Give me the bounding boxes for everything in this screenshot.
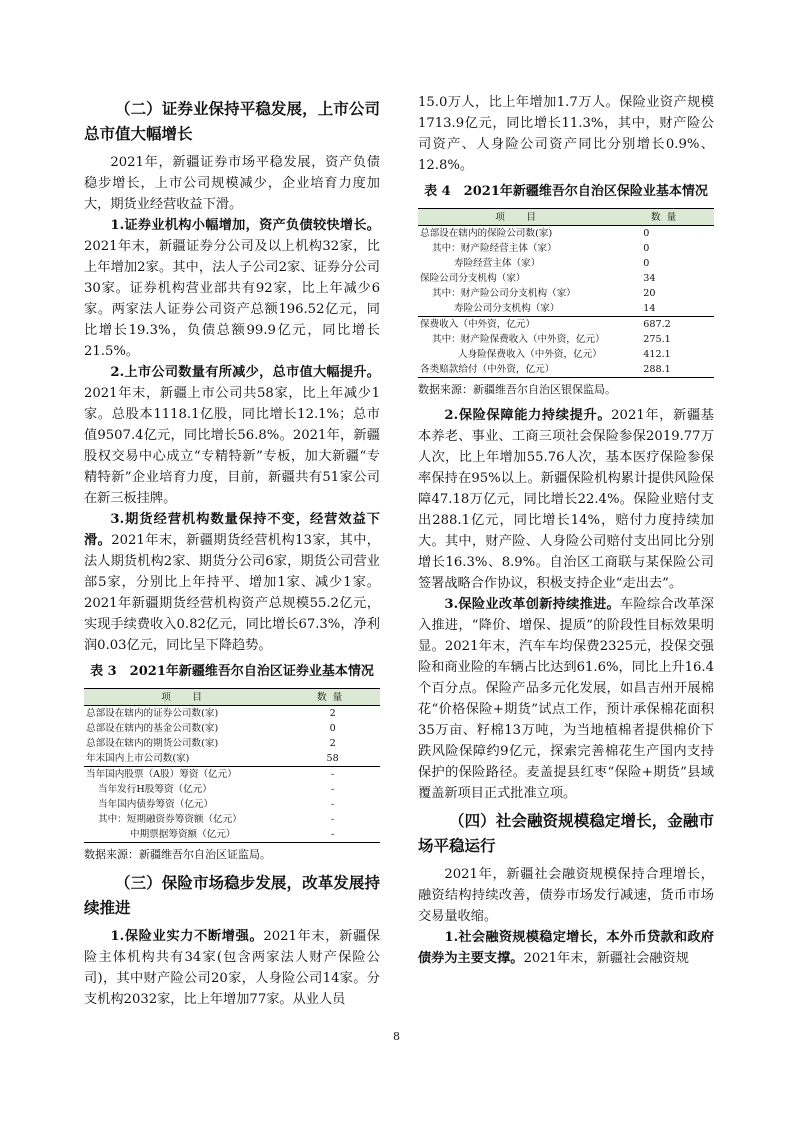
table-cell-label: 总部设在辖内的期货公司数(家)	[86, 738, 219, 749]
table-row	[84, 767, 380, 783]
table-cell-label: 保险公司分支机构（家）	[420, 273, 526, 284]
table3-securities	[84, 688, 380, 843]
section-heading-securities: （二）证券业保持平稳发展，上市公司总市值大幅增长	[84, 99, 380, 143]
table-row	[84, 736, 380, 751]
section-heading-financing: （四）社会融资规模稳定增长，金融市场平稳运行	[418, 811, 714, 855]
table-cell-label: 各类赔款给付（中外资，亿元）	[420, 364, 555, 375]
table-row	[418, 347, 714, 362]
table-cell-value: 275.1	[643, 334, 671, 345]
paragraph-lead: 1.保险业实力不断增强。	[110, 929, 264, 944]
paragraph-securities-intro: 2021年，新疆证券市场平稳发展，资产负债稳步增长，上市公司规模减少，企业培育力度加大，期货业经营收益下滑。	[84, 155, 380, 212]
paragraph-lead: 1.社会融资规模稳定增长，本外币贷款和政府债券为主要支撑。	[418, 930, 714, 966]
table-cell-value: 20	[643, 288, 656, 299]
table-cell-label: 其中：财产险公司分支机构（家）	[432, 288, 576, 299]
paragraph-lead: 1.证券业机构小幅增加，资产负债较快增长。	[110, 218, 380, 233]
table-cell-label: 寿险经营主体（家）	[454, 258, 541, 269]
paragraph-insurance-reform	[418, 594, 714, 804]
table-header-value: 数量	[285, 689, 380, 706]
table-row	[84, 751, 380, 767]
table-cell-label: 其中：财产险经营主体（家）	[432, 243, 557, 254]
paragraph-body: 车险综合改革深入推进，“降价、增保、提质”的阶段性目标效果明显。2021年末，汽车车均保费2325元，投保交强险和商业险的车辆占比达到61.6%，同比上升16.4个百分点。保险产品多元化发展，如昌吉州开展棉花“价格保险+期货”试点工作，预计承保棉花面积35万亩、籽棉13万吨，为当地植棉者提供棉价下跌风险保障约9亿元，探索完善棉花生产国内支持保护的保险路径。麦盖提县红枣“保险+期货”县域覆盖新项目正式批准立项。	[418, 597, 714, 801]
table-cell-value: -	[285, 767, 380, 783]
table-cell-value: 412.1	[643, 349, 671, 360]
table-cell-label: 寿险公司分支机构（家）	[454, 303, 560, 314]
table-cell-label: 其中：财产险保费收入（中外资，亿元）	[432, 334, 605, 345]
paragraph-lead: 2.上市公司数量有所减少，总市值大幅提升。	[110, 365, 380, 380]
table-cell-value: 14	[643, 303, 656, 314]
table-cell-label: 保费收入（中外资，亿元）	[418, 317, 619, 333]
table-cell-label: 当年国内股票（A股）筹资（亿元）	[84, 767, 285, 783]
table4-source: 数据来源：新疆维吾尔自治区银保监局。	[418, 383, 616, 396]
table-header-item: 项 目	[84, 689, 285, 706]
table-cell-label: 总部设在辖内的保险公司数(家)	[420, 228, 553, 239]
table-header-item: 项 目	[418, 209, 619, 226]
paragraph-lead: 3.期货经营机构数量保持不变，经营效益下滑。	[84, 512, 380, 548]
table-cell-label: 总部设在辖内的基金公司数(家)	[86, 723, 219, 734]
table-cell-value: 58	[326, 753, 339, 764]
table-cell-value: 34	[643, 273, 656, 284]
paragraph-insurance-protection	[418, 405, 714, 594]
table-cell-value: 0	[643, 243, 650, 254]
table-cell-label: 当年发行H股筹资（亿元）	[98, 784, 212, 795]
table-cell-label: 中期票据筹资额（亿元）	[130, 829, 236, 840]
table-row	[418, 241, 714, 256]
paragraph-body: 2021年，新疆基本养老、事业、工商三项社会保险参保2019.77万人次，比上年增加55.76人次，基本医疗保险参保率保持在95%以上。新疆保险机构累计提供风险保障47.18万亿元，同比增长22.4%。保险业赔付支出288.1亿元，同比增长14%，赔付力度持续加大。其中，财产险、人身险公司赔付支出同比分别增长16.3%、8.9%。自治区工商联与某保险公司签署战略合作协议，积极支持企业“走出去”。	[418, 408, 714, 591]
table4-caption: 表 4 2021年新疆维吾尔自治区保险业基本情况	[424, 184, 708, 199]
paragraph-body: 2021年末，新疆保险主体机构共有34家(包含两家法人财产保险公司)，其中财产险公司20家，人身险公司14家。分支机构2032家，比上年增加77家。从业人员	[84, 929, 380, 1007]
paragraph-insurance-strength	[84, 926, 380, 1010]
section-heading-insurance: （三）保险市场稳步发展，改革发展持续推进	[84, 873, 380, 917]
table-row	[418, 286, 714, 301]
table-row	[418, 256, 714, 271]
page-number: 8	[393, 1030, 400, 1043]
table-cell-value: -	[331, 799, 335, 810]
paragraph-financing-scale	[418, 927, 714, 969]
table-cell-value: -	[331, 829, 335, 840]
table-cell-value: -	[331, 784, 335, 795]
table-cell-label: 其中：短期融资券筹资额（亿元）	[98, 814, 242, 825]
table-cell-value: 0	[643, 228, 650, 239]
paragraph-body: 2021年末，新疆上市公司共58家，比上年减少1家。总股本1118.1亿股，同比增长12.1%；总市值9507.4亿元，同比增长56.8%。2021年，新疆股权交易中心成立“专精特新”专板，加大新疆“专精特新”企业培育力度，目前，新疆共有51家公司在新三板挂牌。	[84, 386, 380, 506]
paragraph-listed-companies	[84, 362, 380, 509]
table3-caption: 表 3 2021年新疆维吾尔自治区证券业基本情况	[90, 664, 374, 679]
table-cell-value: 687.2	[619, 317, 714, 333]
table-row	[84, 812, 380, 827]
paragraph-lead: 2.保险保障能力持续提升。	[444, 408, 612, 423]
table-row	[84, 797, 380, 812]
table-header-row	[418, 209, 714, 226]
paragraph-financing-intro: 2021年，新疆社会融资规模保持合理增长，融资结构持续改善，债券市场发行减速，货币市场交易量收缩。	[418, 867, 714, 924]
table-row	[418, 271, 714, 286]
table-row	[418, 332, 714, 347]
paragraph-securities-institutions	[84, 215, 380, 362]
table-row	[418, 301, 714, 317]
table-header-value: 数量	[619, 209, 714, 226]
table-cell-label: 年末国内上市公司数(家)	[86, 753, 190, 764]
table3-source: 数据来源：新疆维吾尔自治区证监局。	[84, 848, 271, 861]
table-row	[84, 782, 380, 797]
left-column	[84, 92, 380, 1010]
paragraph-insurance-continued: 15.0万人，比上年增加1.7万人。保险业资产规模1713.9亿元，同比增长11.3%，其中，财产险公司资产、人身险公司资产同比分别增长0.9%、12.8%。	[418, 95, 714, 173]
paragraph-body: 2021年末，新疆社会融资规	[523, 951, 689, 966]
table4-insurance	[418, 208, 714, 378]
table-row	[418, 226, 714, 242]
table-cell-label: 总部设在辖内的证券公司数(家)	[86, 708, 219, 719]
table-cell-value: 2	[329, 708, 336, 719]
table-cell-label: 当年国内债券筹资（亿元）	[98, 799, 214, 810]
table-row	[84, 827, 380, 843]
table-cell-value: 2	[329, 738, 336, 749]
table-cell-label: 人身险保费收入（中外资，亿元）	[458, 349, 602, 360]
table-cell-value: 0	[329, 723, 336, 734]
paragraph-body: 2021年末，新疆期货经营机构13家，其中，法人期货机构2家、期货分公司6家，期货公司营业部5家，分别比上年持平、增加1家、减少1家。2021年新疆期货经营机构资产总规模55.2亿元，实现手续费收入0.82亿元，同比增长67.3%，净利润0.03亿元，同比呈下降趋势。	[84, 533, 380, 653]
table-row	[84, 706, 380, 722]
paragraph-body: 2021年末，新疆证券分公司及以上机构32家，比上年增加2家。其中，法人子公司2家、证券分公司30家。证券机构营业部共有92家，比上年减少6家。两家法人证券公司资产总额196.52亿元，同比增长19.3%，负债总额99.9亿元，同比增长21.5%。	[84, 239, 380, 359]
table-row	[84, 721, 380, 736]
table-row	[418, 317, 714, 333]
table-row	[418, 362, 714, 378]
table-header-row	[84, 689, 380, 706]
table-cell-value: 288.1	[643, 364, 671, 375]
paragraph-lead: 3.保险业改革创新持续推进。	[444, 597, 621, 612]
right-column	[418, 92, 714, 969]
paragraph-futures	[84, 509, 380, 656]
table-cell-value: 0	[643, 258, 650, 269]
table-cell-value: -	[331, 814, 335, 825]
